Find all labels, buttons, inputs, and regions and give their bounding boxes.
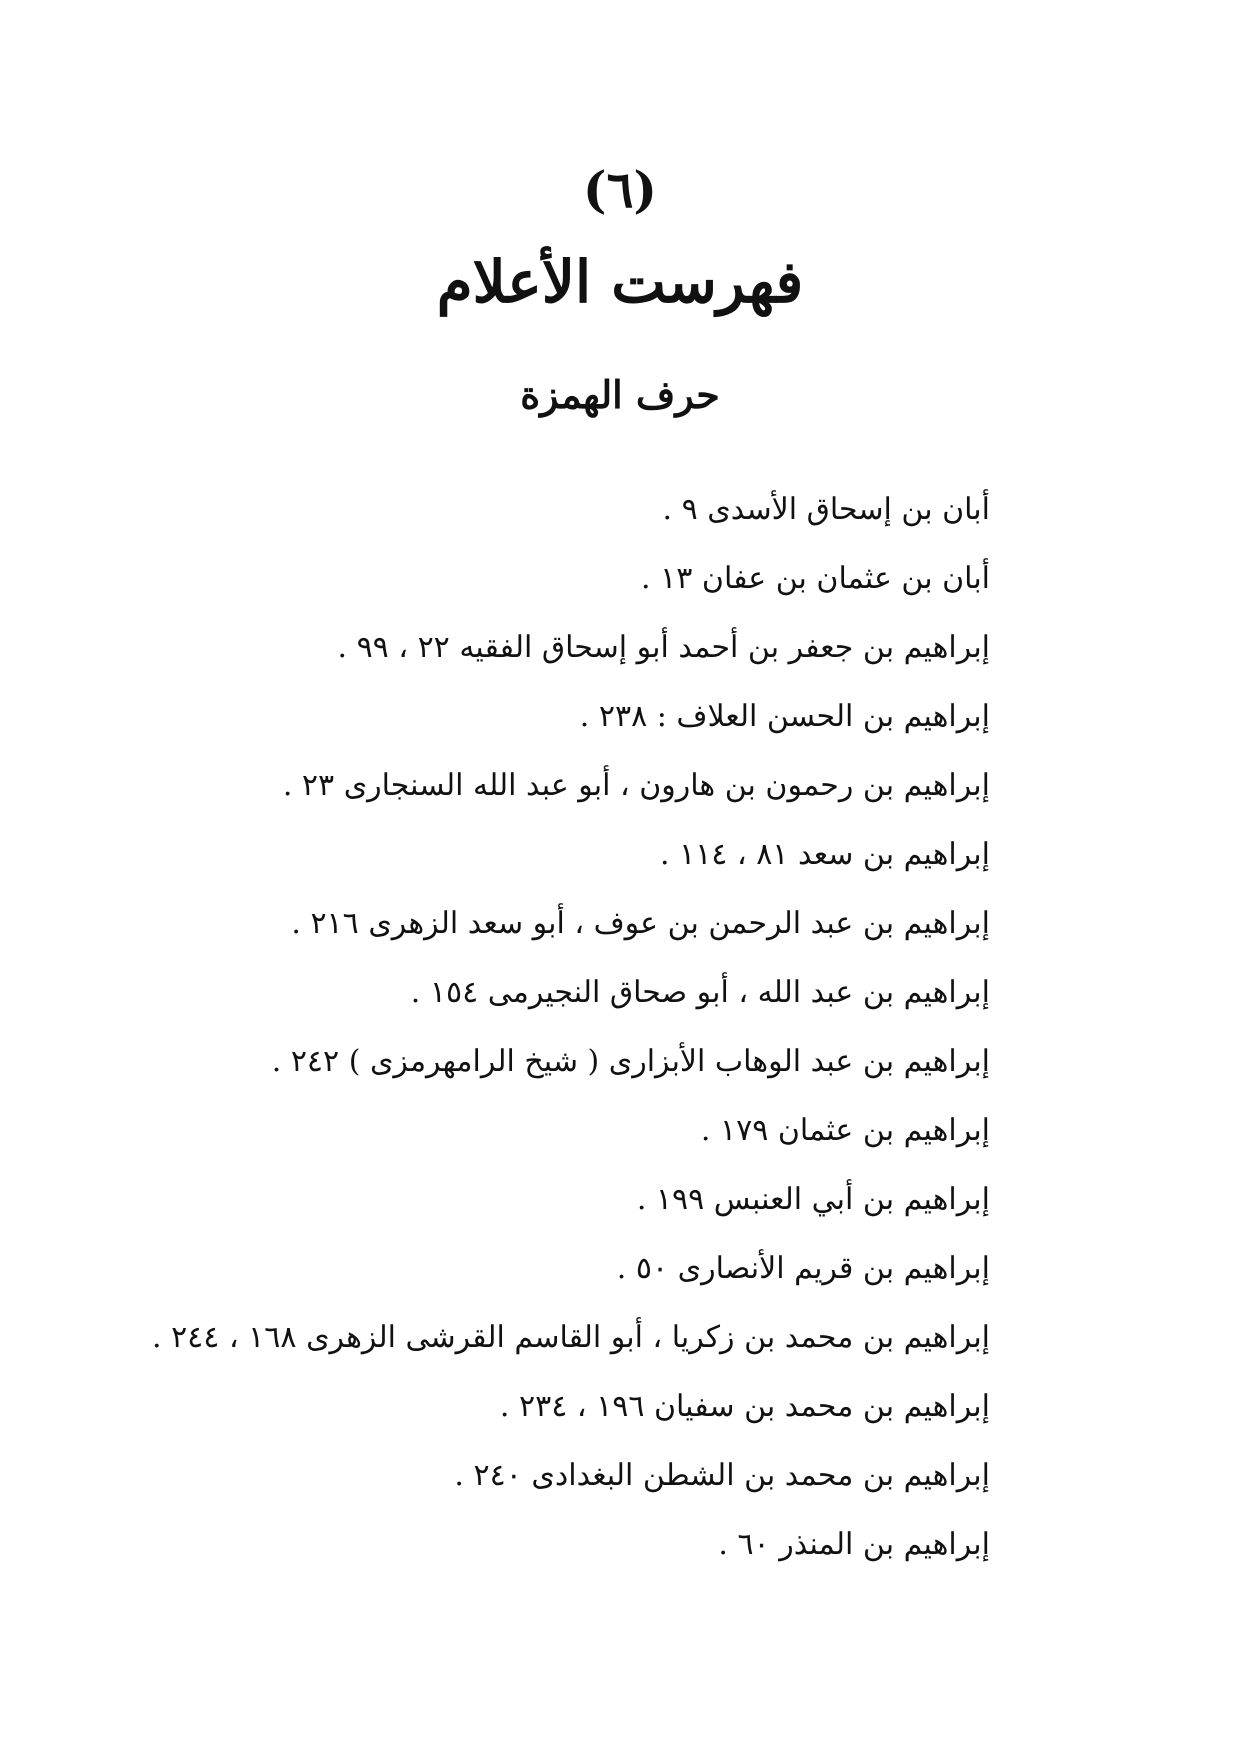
index-title: فهرست الأعلام [436, 248, 804, 316]
index-entry [230, 820, 990, 889]
entry-pages: ١٥٤ . [410, 975, 479, 1010]
entry-pages: ٢٤٢ . [271, 1044, 340, 1079]
index-entry [230, 1441, 990, 1510]
entry-name: إبراهيم بن محمد بن سفيان [654, 1389, 990, 1424]
index-entry [230, 682, 990, 751]
entry-pages: ١٣ . [641, 561, 693, 596]
index-entry [230, 889, 990, 958]
entry-name: إبراهيم بن عثمان [777, 1113, 990, 1148]
index-entry [230, 1372, 990, 1441]
entry-name: إبراهيم بن أبي العنبس [713, 1182, 990, 1217]
index-entry [230, 1510, 990, 1579]
entry-name: إبراهيم بن سعد [797, 837, 990, 872]
entry-name: إبراهيم بن الحسن العلاف : [656, 699, 990, 734]
entry-name: إبراهيم بن قريم الأنصارى [677, 1251, 990, 1286]
entry-pages: ١٧٩ . [700, 1113, 769, 1148]
entry-name: أبان بن إسحاق الأسدى [707, 492, 990, 527]
entry-pages: ١٩٩ . [636, 1182, 705, 1217]
entry-pages: ٩ . [662, 492, 698, 527]
entry-name: إبراهيم بن المنذر [779, 1527, 990, 1562]
entry-pages: ١٩٦ ، ٢٣٤ . [499, 1389, 645, 1424]
entry-name: إبراهيم بن محمد بن الشطن البغدادى [531, 1458, 990, 1493]
entry-pages: ٢٤٠ . [454, 1458, 522, 1493]
entry-pages: ٢٣ . [282, 768, 335, 803]
entry-name: أبان بن عثمان بن عفان [701, 561, 990, 596]
index-entry [230, 475, 990, 544]
index-entry [230, 613, 990, 682]
entry-name: إبراهيم بن عبد الرحمن بن عوف ، أبو سعد الزهرى [368, 906, 990, 941]
entry-pages: ٢١٦ . [291, 906, 359, 941]
entry-name: إبراهيم بن رحمون بن هارون ، أبو عبد الله السنجارى [343, 768, 990, 803]
entry-pages: ٢٣٨ . [579, 699, 648, 734]
entry-name: إبراهيم بن محمد بن زكريا ، أبو القاسم القرشى الزهرى [306, 1320, 990, 1355]
entry-pages: ٢٢ ، ٩٩ . [337, 630, 450, 665]
index-entry-list [151, 475, 990, 1579]
page-number: (٦) [582, 160, 658, 219]
index-entry [230, 1165, 990, 1234]
entry-name: إبراهيم بن عبد الله ، أبو صحاق النجيرمى [487, 975, 990, 1010]
index-entry [151, 1303, 990, 1372]
entry-pages: ١٦٨ ، ٢٤٤ . [151, 1320, 297, 1355]
index-entry [230, 1234, 990, 1303]
entry-pages: ٦٠ . [718, 1527, 770, 1562]
index-entry [230, 1096, 990, 1165]
index-entry [230, 544, 990, 613]
entry-pages: ٥٠ . [616, 1251, 669, 1286]
entry-name: إبراهيم بن جعفر بن أحمد أبو إسحاق الفقيه [459, 630, 990, 665]
entry-name: إبراهيم بن عبد الوهاب الأبزارى ( شيخ الرامهرمزى ) [348, 1044, 990, 1079]
index-entry [230, 958, 990, 1027]
section-heading: حرف الهمزة [520, 372, 720, 417]
index-entry [230, 751, 990, 820]
entry-pages: ٨١ ، ١١٤ . [660, 837, 789, 872]
index-entry [230, 1027, 990, 1096]
